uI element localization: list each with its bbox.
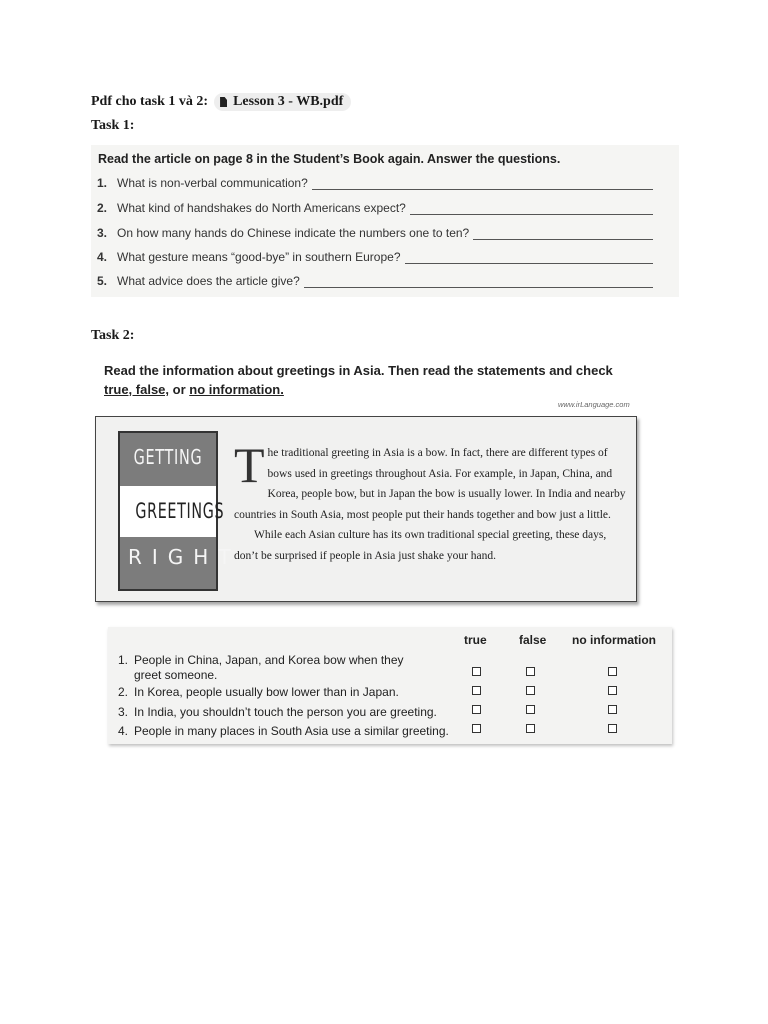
task2-heading: Task 2: [91,328,135,343]
column-header-true: true [464,633,487,647]
pdf-prefix-label: Pdf cho task 1 và 2: [91,94,209,109]
instruction-true-false: true, false, [104,382,170,397]
reading-paragraph-2: While each Asian culture has its own traditional special greeting, these days, don’t be surprised if people in Asia just shake your hand. [234,529,607,562]
question-text: On how many hands do Chinese indicate the numbers one to ten? [117,226,470,240]
statement-text: People in China, Japan, and Korea bow when they greet someone. [134,653,404,682]
reading-paragraph-1 [234,437,626,525]
checkbox-false[interactable] [526,667,535,676]
checkbox-no-information[interactable] [608,724,617,733]
column-header-no-information: no information [572,633,656,647]
checkbox-false[interactable] [526,686,535,695]
statement-row [118,705,458,720]
statement-row [118,724,458,739]
column-header-false: false [519,633,547,647]
statement-text: In India, you shouldn’t touch the person you are greeting. [134,705,437,719]
instruction-text: Read the information about greetings in Asia. Then read the statements and check [104,363,613,378]
statement-row [118,685,458,700]
checkbox-true[interactable] [472,724,481,733]
pdf-file-link[interactable] [214,93,351,111]
drop-cap: T [234,437,265,493]
pdf-file-name: Lesson 3 - WB.pdf [233,94,344,109]
task1-instruction: Read the article on page 8 in the Student’s Book again. Answer the questions. [98,152,561,166]
reading-passage-box [95,416,637,602]
logo-word-right: RIGHT [128,545,241,569]
task1-question [97,176,653,190]
pdf-attachment-line [91,93,351,111]
task1-question [97,274,653,288]
true-false-table [108,627,672,744]
task1-heading: Task 1: [91,118,135,133]
answer-line [473,229,653,240]
task1-worksheet [91,145,679,297]
checkbox-false[interactable] [526,705,535,714]
reading-text [234,437,626,566]
file-icon [220,97,227,107]
answer-line [312,179,653,190]
question-text: What is non-verbal communication? [117,176,308,190]
checkbox-false[interactable] [526,724,535,733]
task1-question [97,250,653,264]
instruction-or: or [169,382,190,397]
statement-row [118,653,458,683]
task1-question [97,201,653,215]
question-text: What kind of handshakes do North Americans expect? [117,201,406,215]
answer-line [410,204,653,215]
question-number: 3. [97,226,108,240]
getting-greetings-right-logo [118,431,241,591]
statement-number: 2. [118,685,129,699]
statement-number: 1. [118,653,129,667]
question-number: 2. [97,201,108,215]
answer-line [304,277,653,288]
question-text: What advice does the article give? [117,274,300,288]
logo-word-getting: GETTING [133,445,203,469]
checkbox-true[interactable] [472,667,481,676]
statement-number: 3. [118,705,129,719]
checkbox-no-information[interactable] [608,705,617,714]
instruction-no-information: no information. [189,382,284,397]
answer-line [405,253,654,264]
checkbox-true[interactable] [472,686,481,695]
checkbox-no-information[interactable] [608,667,617,676]
checkbox-no-information[interactable] [608,686,617,695]
task1-question [97,226,653,240]
paragraph-1-text: he traditional greeting in Asia is a bow. In fact, there are different types of bows used in greetings throughout Asia. For example, in Japan, China, and Korea, people bow, but in Japan the bow is usually lower. In India and nearby countries in South Asia, most people put their hands together and bow just a little. [234,447,626,521]
logo-word-greetings: GREETINGS [135,499,225,523]
checkbox-true[interactable] [472,705,481,714]
question-number: 5. [97,274,108,288]
question-number: 4. [97,250,108,264]
statement-number: 4. [118,724,129,738]
statement-text: People in many places in South Asia use a similar greeting. [134,724,449,738]
statement-text: In Korea, people usually bow lower than in Japan. [134,685,399,699]
source-watermark: www.irLanguage.com [558,400,630,409]
task2-instruction [104,361,624,399]
question-number: 1. [97,176,108,190]
question-text: What gesture means “good-bye” in southern Europe? [117,250,401,264]
